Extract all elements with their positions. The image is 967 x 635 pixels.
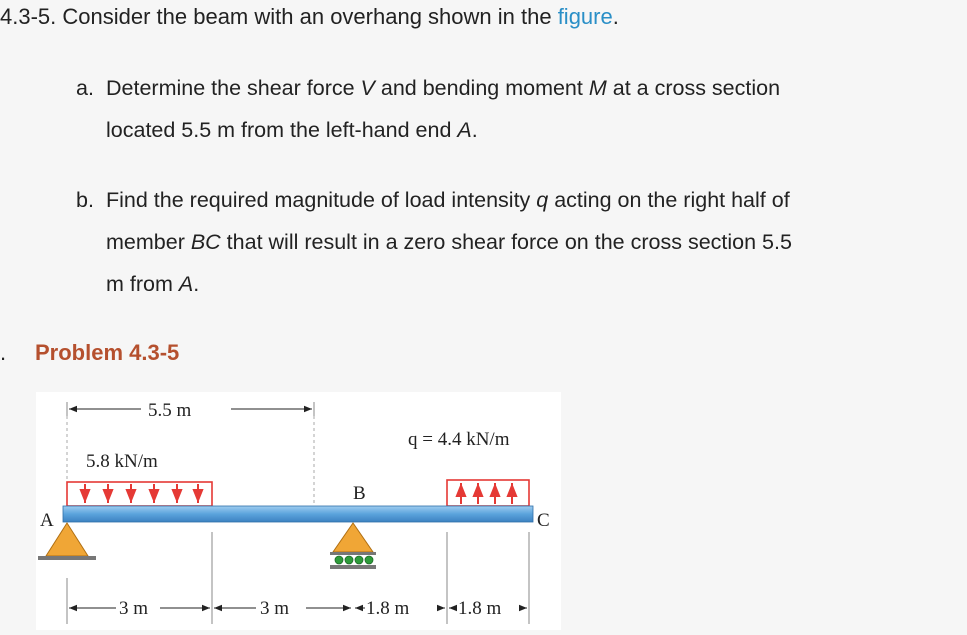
part-a-text-2: and bending moment: [374, 76, 589, 100]
load-right-label: q = 4.4 kN/m: [408, 429, 510, 450]
part-b-text-3: member: [106, 230, 191, 254]
dim-4-label: 1.8 m: [458, 598, 502, 619]
part-b-text-2: acting on the right half of: [548, 188, 790, 212]
part-b-line-2: [76, 221, 956, 263]
beam-diagram: [36, 392, 561, 630]
problem-period: .: [612, 4, 619, 29]
part-b-line-3: [76, 263, 956, 305]
part-a: [76, 67, 956, 151]
roller-support-b: [330, 523, 376, 569]
beam: [63, 506, 533, 522]
list-bullet: .: [0, 340, 7, 365]
part-b: [76, 179, 956, 305]
part-b-text-6: .: [193, 272, 200, 296]
problem-number: 4.3-5.: [0, 4, 57, 29]
dimension-5-5m: [67, 400, 314, 421]
beam-figure: [36, 392, 561, 630]
dimension-bottom: [69, 598, 527, 619]
part-b-text-4: that will result in a zero shear force on the cross section 5.5: [220, 230, 792, 254]
dim-3-label: 1.8 m: [366, 598, 410, 619]
part-a-text-5: .: [471, 118, 478, 142]
label-b: B: [353, 483, 366, 504]
part-a-text-4: located 5.5 m from the left-hand end: [106, 118, 458, 142]
dim-top-label: 5.5 m: [148, 400, 192, 421]
symbol-a-2: A: [178, 272, 194, 296]
part-a-line-2: [76, 109, 956, 151]
symbol-m: M: [588, 76, 607, 100]
symbol-q: q: [536, 188, 549, 212]
part-b-text-1: Find the required magnitude of load intensity: [106, 188, 537, 212]
figure-link[interactable]: figure: [557, 4, 613, 29]
label-c: C: [537, 510, 550, 531]
part-b-line-1: [76, 179, 956, 221]
part-b-text-5: m from: [106, 272, 179, 296]
problem-statement: [0, 4, 619, 30]
symbol-v: V: [360, 76, 375, 100]
symbol-a: A: [457, 118, 472, 142]
part-a-label: a.: [76, 76, 94, 100]
label-a: A: [40, 510, 54, 531]
distributed-load-right: [447, 480, 529, 506]
part-a-text-1: Determine the shear force: [106, 76, 361, 100]
load-left-label: 5.8 kN/m: [86, 451, 158, 472]
symbol-bc: BC: [190, 230, 221, 254]
dim-2-label: 3 m: [260, 598, 290, 619]
distributed-load-left: [67, 482, 212, 506]
dim-1-label: 3 m: [119, 598, 149, 619]
problem-intro: Consider the beam with an overhang shown in the: [56, 4, 558, 29]
part-a-text-3: at a cross section: [606, 76, 781, 100]
part-b-label: b.: [76, 188, 94, 212]
problem-title: Problem 4.3-5: [35, 340, 180, 365]
part-a-line-1: [76, 67, 956, 109]
